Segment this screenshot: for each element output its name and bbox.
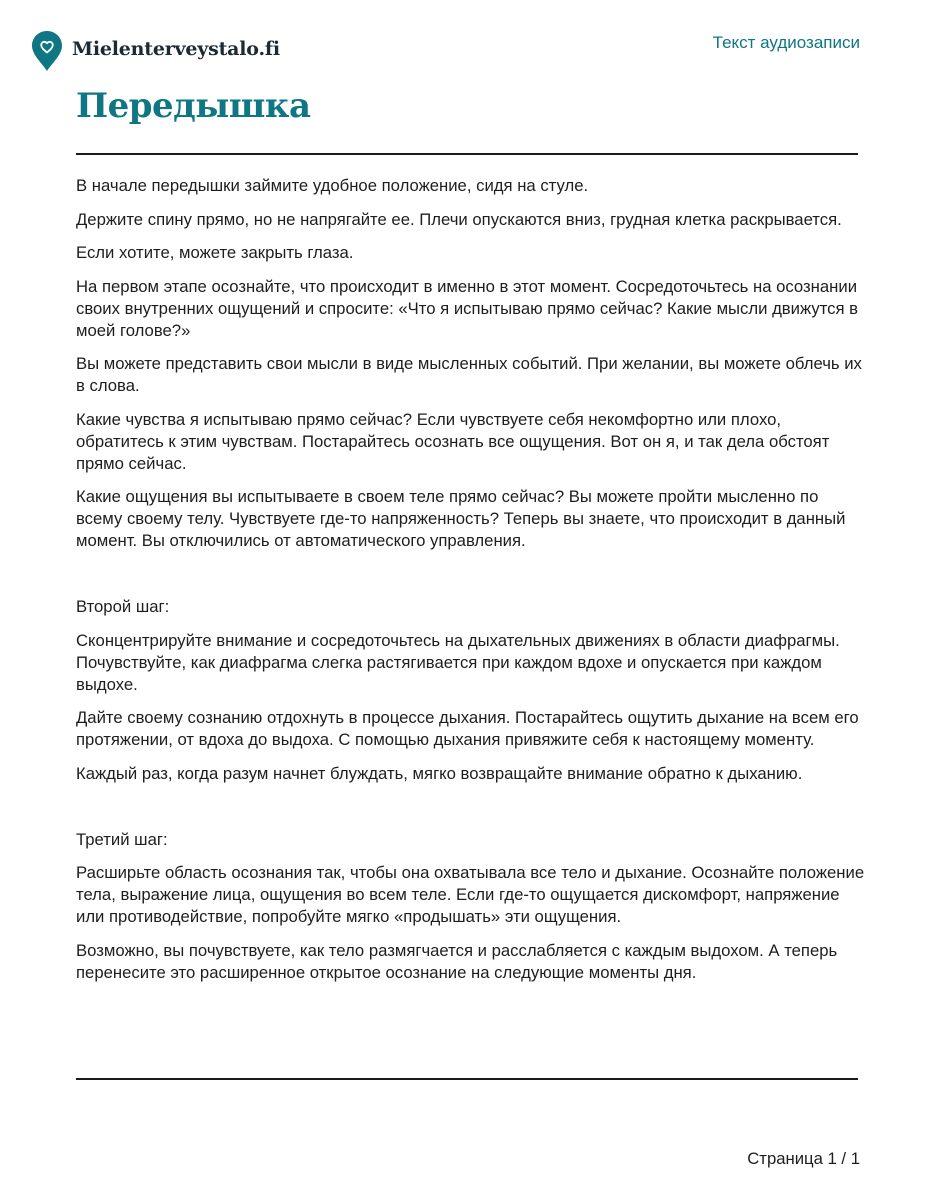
page-title: Передышка	[76, 86, 311, 126]
transcript-body	[76, 175, 866, 995]
page-header	[0, 0, 928, 80]
paragraph: Возможно, вы почувствуете, как тело размягчается и расслабляется с каждым выдохом. А теперь перенесите это расширенное открытое осознание на следующие моменты дня.	[76, 940, 838, 982]
paragraph: Какие чувства я испытываю прямо сейчас? Если чувствуете себя некомфортно или плохо, обратитесь к этим чувствам. Постарайтесь осознать все ощущения. Вот он я, и так дела обстоят прямо сейчас.	[76, 409, 830, 473]
step-heading: Третий шаг:	[76, 829, 168, 849]
paragraph: Какие ощущения вы испытываете в своем теле прямо сейчас? Вы можете пройти мысленно по всему своему телу. Чувствуете где-то напряженность? Теперь вы знаете, что происходит в данный момент. Вы отключились от автоматического управления.	[76, 487, 846, 550]
heart-pin-icon	[31, 30, 63, 72]
paragraph: Дайте своему сознанию отдохнуть в процессе дыхания. Постарайтесь ощутить дыхание на всем его протяжении, от вдоха до выдоха. С помощью дыхания привяжите себя к настоящему моменту.	[76, 708, 859, 749]
document-type-label: Текст аудиозаписи	[712, 33, 860, 52]
paragraph: Расширьте область осознания так, чтобы она охватывала все тело и дыхание. Осознайте положение тела, выражение лица, ощущения во всем теле. Если где-то ощущается дискомфорт, напряжение или противодействие, попробуйте мягко «продышать» эти ощущения.	[76, 863, 865, 926]
paragraph: Вы можете представить свои мысли в виде мысленных событий. При желании, вы можете облечь их в слова.	[76, 354, 862, 395]
top-divider	[76, 153, 858, 155]
paragraph: Держите спину прямо, но не напрягайте ее. Плечи опускаются вниз, грудная клетка раскрывается.	[76, 209, 842, 229]
brand-name: Mielenterveystalo.fi	[72, 37, 280, 60]
brand-logo[interactable]	[31, 30, 280, 72]
page-number: Страница 1 / 1	[747, 1149, 860, 1168]
step-heading: Второй шаг:	[76, 597, 170, 616]
paragraph: Каждый раз, когда разум начнет блуждать, мягко возвращайте внимание обратно к дыханию.	[76, 763, 803, 783]
paragraph: Если хотите, можете закрыть глаза.	[76, 243, 354, 262]
bottom-divider	[76, 1078, 858, 1080]
paragraph: В начале передышки займите удобное положение, сидя на стуле.	[76, 176, 589, 195]
paragraph: На первом этапе осознайте, что происходит в именно в этот момент. Сосредоточьтесь на осознании своих внутренних ощущений и спросите: «Что я испытываю прямо сейчас? Какие мысли движутся в моей голове?»	[76, 276, 859, 340]
paragraph: Сконцентрируйте внимание и сосредоточьтесь на дыхательных движениях в области диафрагмы. Почувствуйте, как диафрагма слегка растягивается при каждом вдохе и опускается при каждом выдохе.	[76, 630, 840, 694]
